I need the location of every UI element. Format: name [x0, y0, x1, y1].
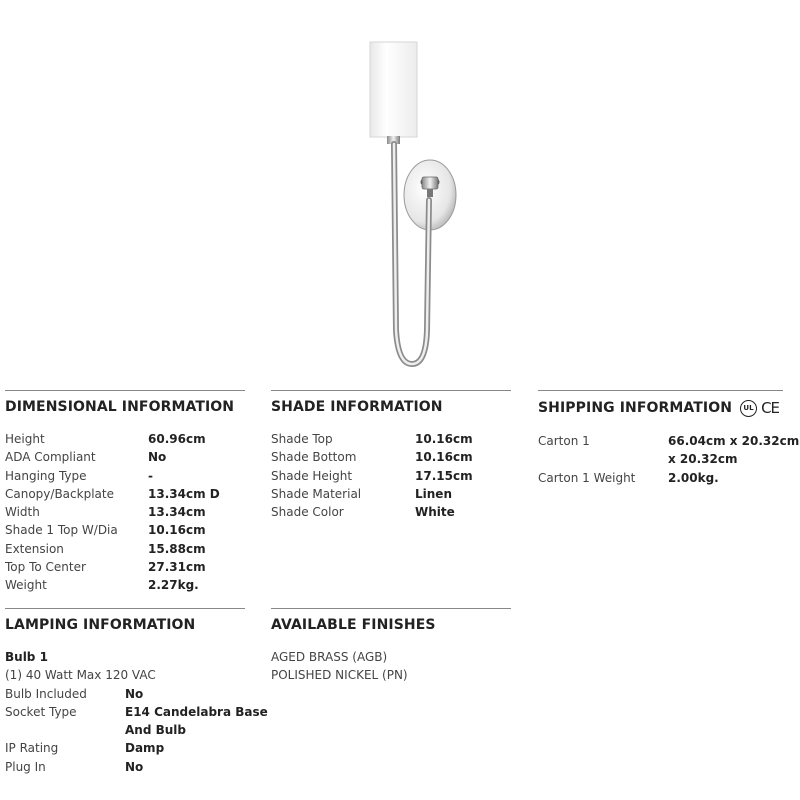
carton1-row	[538, 434, 800, 452]
info-label: Bulb Included	[5, 686, 87, 701]
info-label: Shade 1 Top W/Dia	[5, 523, 118, 538]
info-label: Hanging Type	[5, 468, 87, 483]
dimensional-section	[5, 390, 245, 597]
info-label: Shade Material	[271, 486, 362, 501]
info-row	[5, 560, 245, 578]
carton1-value: 66.04cm x 20.32cm	[668, 434, 800, 448]
info-value: And Bulb	[125, 723, 186, 738]
info-label: Height	[5, 432, 45, 446]
info-row	[5, 450, 245, 468]
info-row	[5, 542, 245, 560]
info-label: Shade Color	[271, 505, 344, 520]
lamping-section	[5, 608, 268, 778]
section-divider	[271, 390, 511, 391]
info-row	[271, 487, 511, 505]
info-row	[5, 432, 245, 450]
info-row	[5, 704, 268, 723]
carton1-row-cont	[538, 452, 796, 470]
carton1-weight-value: 2.00kg.	[668, 470, 719, 485]
info-value: 10.16cm	[148, 523, 206, 538]
info-value: 10.16cm	[415, 432, 473, 446]
shipping-title: SHIPPING INFORMATION	[538, 400, 733, 416]
info-row	[5, 487, 245, 505]
shipping-title-row	[538, 399, 796, 417]
info-row	[5, 469, 245, 487]
shade-section	[271, 390, 511, 523]
info-label: Weight	[5, 578, 47, 593]
info-value: Linen	[415, 486, 452, 501]
info-value: 17.15cm	[415, 468, 473, 483]
bulb-description: (1) 40 Watt Max 120 VAC	[5, 668, 156, 683]
info-label: Shade Height	[271, 468, 353, 483]
info-row	[271, 432, 511, 450]
finish-item: POLISHED NICKEL (PN)	[271, 668, 408, 683]
info-row	[5, 760, 245, 778]
certifications	[740, 399, 779, 417]
shipping-section	[538, 390, 800, 489]
shade-title: SHADE INFORMATION	[271, 399, 443, 415]
section-divider	[5, 390, 245, 391]
ul-listed-icon: UL	[740, 400, 757, 417]
dimensional-title: DIMENSIONAL INFORMATION	[5, 399, 235, 415]
info-label: Top To Center	[5, 560, 86, 575]
carton1-value-cont: x 20.32cm	[668, 452, 738, 467]
info-label: Width	[5, 505, 40, 520]
finishes-section	[271, 608, 511, 687]
info-value: 27.31cm	[148, 560, 206, 575]
info-label: IP Rating	[5, 741, 59, 756]
info-row	[5, 687, 245, 705]
info-row	[5, 578, 245, 596]
info-label: Plug In	[5, 759, 46, 774]
info-label: Canopy/Backplate	[5, 486, 114, 501]
info-value: E14 Candelabra Base	[125, 704, 268, 719]
finish-item: AGED BRASS (AGB)	[271, 650, 388, 664]
info-value: 15.88cm	[148, 541, 206, 556]
info-row	[271, 469, 511, 487]
info-value: No	[148, 450, 167, 465]
product-image	[350, 30, 470, 375]
info-value: 2.27kg.	[148, 578, 199, 593]
info-label: ADA Compliant	[5, 450, 96, 465]
lamping-title: LAMPING INFORMATION	[5, 617, 196, 633]
info-label: Shade Top	[271, 432, 333, 446]
finishes-title: AVAILABLE FINISHES	[271, 617, 436, 633]
info-value: 13.34cm	[148, 505, 206, 520]
carton1-label: Carton 1	[538, 434, 590, 448]
info-row	[271, 450, 511, 468]
carton1-weight-row	[538, 471, 796, 489]
info-row	[5, 505, 245, 523]
info-value: 60.96cm	[148, 432, 206, 446]
carton1-weight-label: Carton 1 Weight	[538, 470, 636, 485]
info-value: 10.16cm	[415, 450, 473, 465]
info-row	[5, 723, 245, 741]
section-divider	[5, 608, 245, 609]
info-value: No	[125, 759, 144, 774]
info-row	[5, 741, 245, 759]
info-label: Socket Type	[5, 704, 77, 719]
info-row	[271, 505, 511, 523]
info-value: -	[148, 468, 153, 483]
info-label: Extension	[5, 541, 64, 556]
info-value: White	[415, 505, 455, 520]
info-label: Shade Bottom	[271, 450, 357, 465]
info-row	[5, 523, 245, 541]
ce-mark-icon: CE	[761, 399, 780, 417]
bulb-title: Bulb 1	[5, 650, 48, 664]
section-divider	[271, 608, 511, 609]
info-value: 13.34cm D	[148, 486, 220, 501]
info-value: Damp	[125, 741, 165, 756]
info-value: No	[125, 686, 144, 701]
section-divider	[538, 390, 783, 391]
